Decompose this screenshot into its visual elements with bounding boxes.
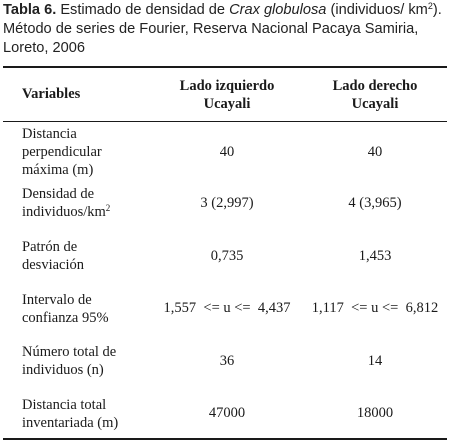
row-3-variable bbox=[22, 238, 84, 274]
row-6-variable-line-2: inventariada (m) bbox=[22, 415, 119, 431]
table-top-rule bbox=[3, 66, 447, 68]
row-3-left-value: 0,735 bbox=[210, 248, 244, 264]
row-1-right-value: 40 bbox=[367, 144, 383, 160]
row-3-variable-line-1: Patrón de bbox=[22, 239, 78, 255]
header-right-line-1: Lado derecho bbox=[332, 78, 418, 94]
caption-species: Crax globulosa bbox=[229, 2, 327, 18]
header-rule bbox=[3, 121, 447, 122]
row-4-left-value: 1,557 <= u <= 4,437 bbox=[163, 300, 291, 316]
header-right-line-2: Ucayali bbox=[351, 96, 399, 112]
row-2-variable-text: individuos/km bbox=[22, 204, 106, 220]
row-2-variable-line-2 bbox=[22, 203, 110, 221]
row-4-variable bbox=[22, 291, 109, 327]
caption-units: (individuos/ km bbox=[326, 2, 428, 18]
row-1-variable-line-3: máxima (m) bbox=[22, 162, 94, 178]
row-6-right-value: 18000 bbox=[356, 405, 394, 421]
row-3-right-value: 1,453 bbox=[358, 248, 392, 264]
row-6-left-value: 47000 bbox=[208, 405, 246, 421]
caption-text: Estimado de densidad de bbox=[56, 2, 230, 18]
caption-line-1 bbox=[3, 1, 449, 20]
row-1-left-value: 40 bbox=[219, 144, 235, 160]
row-3-variable-line-2: desviación bbox=[22, 257, 85, 273]
row-6-variable bbox=[22, 396, 118, 432]
caption-end: ). bbox=[432, 2, 442, 18]
row-2-variable bbox=[22, 185, 110, 221]
caption-units-superscript: 2 bbox=[427, 1, 433, 11]
row-4-variable-line-1: Intervalo de bbox=[22, 292, 92, 308]
row-1-variable-line-2: perpendicular bbox=[22, 144, 102, 160]
row-5-right-value: 14 bbox=[367, 353, 383, 369]
header-left-side bbox=[148, 77, 306, 113]
caption-label: Tabla 6. bbox=[3, 2, 57, 18]
row-5-variable-line-2: individuos (n) bbox=[22, 362, 104, 378]
header-variables: Variables bbox=[22, 86, 81, 102]
caption-line-2: Método de series de Fourier, Reserva Nacional Pacaya Samiria, bbox=[3, 21, 419, 37]
row-5-variable-line-1: Número total de bbox=[22, 344, 117, 360]
row-2-variable-superscript: 2 bbox=[105, 203, 111, 213]
row-1-variable bbox=[22, 125, 102, 179]
row-6-variable-line-1: Distancia total bbox=[22, 397, 107, 413]
caption-line-3: Loreto, 2006 bbox=[3, 40, 85, 56]
row-5-left-value: 36 bbox=[219, 353, 235, 369]
row-5-variable bbox=[22, 343, 116, 379]
table-bottom-rule bbox=[3, 438, 447, 440]
row-4-right-value: 1,117 <= u <= 6,812 bbox=[311, 300, 439, 316]
header-right-side bbox=[296, 77, 450, 113]
row-2-variable-line-1: Densidad de bbox=[22, 186, 95, 202]
header-left-line-2: Ucayali bbox=[203, 96, 251, 112]
row-2-left-value: 3 (2,997) bbox=[200, 195, 254, 211]
header-left-line-1: Lado izquierdo bbox=[179, 78, 275, 94]
row-2-right-value: 4 (3,965) bbox=[348, 195, 402, 211]
table-caption bbox=[3, 1, 449, 58]
row-1-variable-line-1: Distancia bbox=[22, 126, 77, 142]
row-4-variable-line-2: confianza 95% bbox=[22, 310, 109, 326]
